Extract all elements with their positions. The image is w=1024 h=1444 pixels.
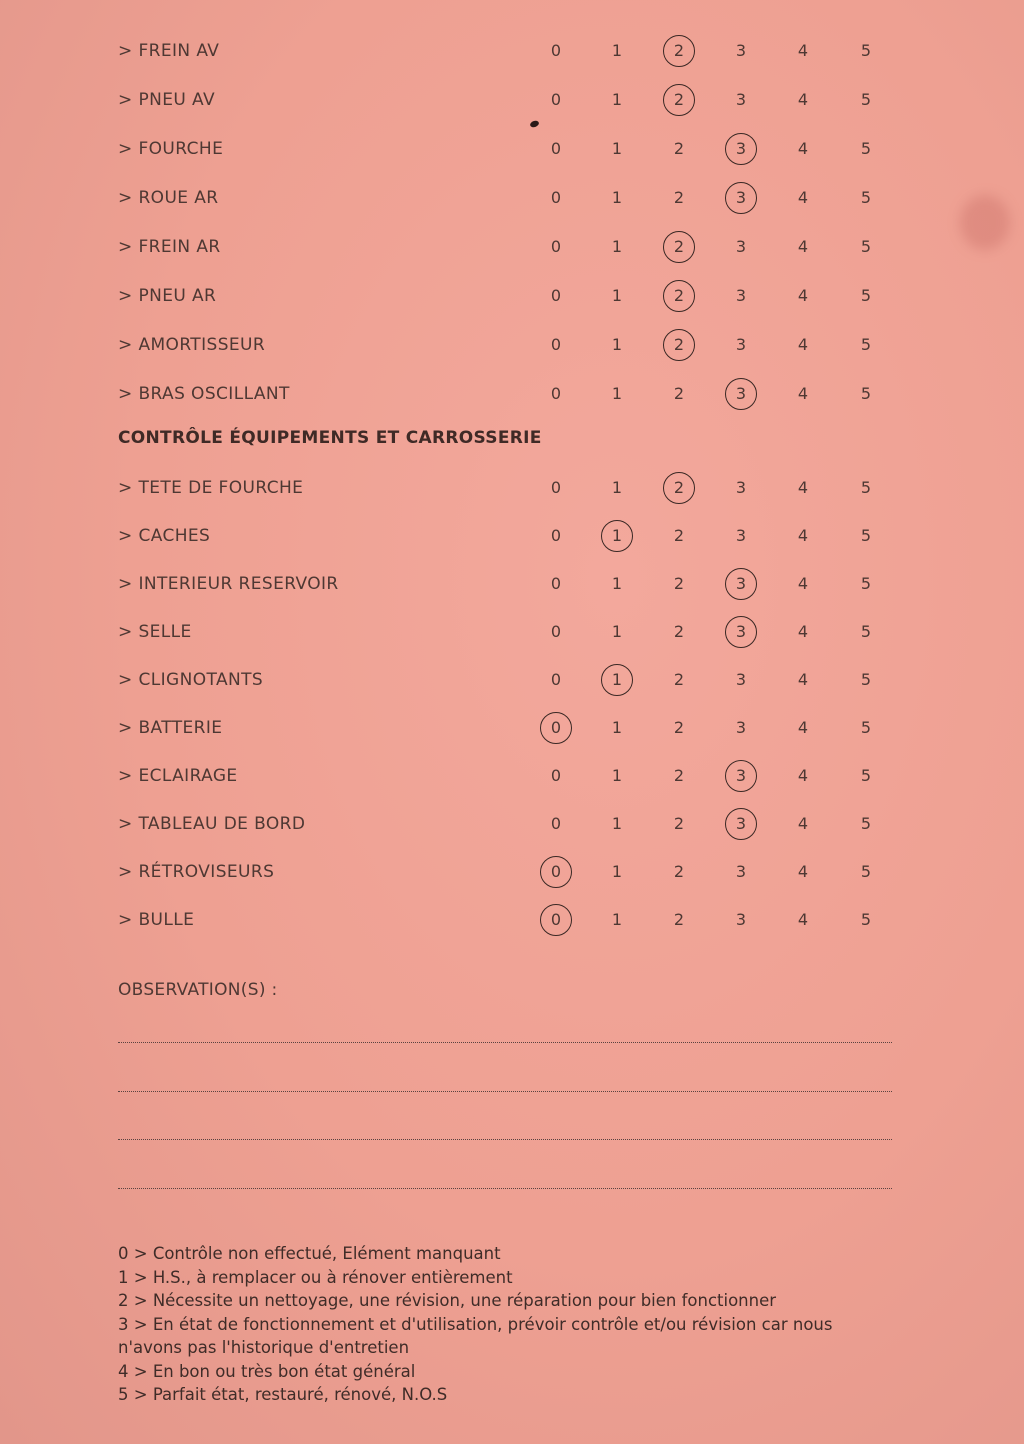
score-option[interactable]: 0 bbox=[550, 335, 562, 354]
score-option[interactable]: 3 bbox=[735, 237, 747, 256]
rating-row-label: > ROUE AR bbox=[118, 188, 219, 208]
rating-row-label: > CACHES bbox=[118, 526, 211, 546]
score-option-selected[interactable]: 3 bbox=[721, 756, 761, 796]
score-option[interactable]: 4 bbox=[797, 478, 809, 497]
rating-row-label: > BULLE bbox=[118, 910, 195, 930]
rating-row bbox=[0, 31, 1024, 71]
score-option[interactable]: 4 bbox=[797, 188, 809, 207]
score-option[interactable]: 1 bbox=[611, 188, 623, 207]
score-option[interactable]: 5 bbox=[860, 188, 872, 207]
score-option[interactable]: 4 bbox=[797, 90, 809, 109]
score-option[interactable]: 4 bbox=[797, 766, 809, 785]
rating-row-label: > FREIN AV bbox=[118, 41, 220, 61]
score-option[interactable]: 4 bbox=[797, 862, 809, 881]
score-option[interactable]: 3 bbox=[735, 910, 747, 929]
section-title: CONTRÔLE ÉQUIPEMENTS ET CARROSSERIE bbox=[118, 428, 542, 448]
score-option[interactable]: 2 bbox=[673, 862, 685, 881]
score-option[interactable]: 4 bbox=[797, 41, 809, 60]
score-option[interactable]: 0 bbox=[550, 188, 562, 207]
legend-item: 0 > Contrôle non effectué, Elément manquant bbox=[118, 1244, 501, 1263]
score-option[interactable]: 1 bbox=[611, 574, 623, 593]
score-option[interactable]: 4 bbox=[797, 237, 809, 256]
score-option[interactable]: 0 bbox=[550, 670, 562, 689]
score-option[interactable]: 5 bbox=[860, 139, 872, 158]
ink-speck bbox=[529, 120, 540, 129]
rating-row bbox=[0, 468, 1024, 508]
score-option[interactable]: 4 bbox=[797, 526, 809, 545]
rating-row bbox=[0, 80, 1024, 120]
score-option[interactable]: 1 bbox=[611, 335, 623, 354]
score-option[interactable]: 0 bbox=[550, 478, 562, 497]
legend-item: 2 > Nécessite un nettoyage, une révision, une réparation pour bien fonctionner bbox=[118, 1291, 777, 1310]
score-option[interactable]: 5 bbox=[860, 766, 872, 785]
observation-line[interactable] bbox=[118, 1188, 892, 1189]
score-option-selected[interactable]: 2 bbox=[659, 276, 699, 316]
score-option[interactable]: 0 bbox=[550, 384, 562, 403]
score-option[interactable]: 0 bbox=[550, 90, 562, 109]
observation-line[interactable] bbox=[118, 1139, 892, 1140]
rating-row-label: > FREIN AR bbox=[118, 237, 221, 257]
rating-row bbox=[0, 227, 1024, 267]
rating-row bbox=[0, 516, 1024, 556]
score-option[interactable]: 5 bbox=[860, 574, 872, 593]
rating-row-label: > AMORTISSEUR bbox=[118, 335, 266, 355]
legend-item: 4 > En bon ou très bon état général bbox=[118, 1361, 416, 1381]
score-option[interactable]: 5 bbox=[860, 718, 872, 737]
score-option[interactable]: 3 bbox=[735, 286, 747, 305]
score-option[interactable]: 2 bbox=[673, 718, 685, 737]
score-option[interactable]: 1 bbox=[611, 478, 623, 497]
score-option-selected[interactable]: 1 bbox=[597, 660, 637, 700]
score-option-selected[interactable]: 0 bbox=[536, 708, 576, 748]
score-option[interactable]: 1 bbox=[611, 718, 623, 737]
score-option[interactable]: 2 bbox=[673, 766, 685, 785]
score-option[interactable]: 3 bbox=[735, 478, 747, 497]
score-option[interactable]: 5 bbox=[860, 41, 872, 60]
score-option[interactable]: 4 bbox=[797, 139, 809, 158]
observation-line[interactable] bbox=[118, 1091, 892, 1092]
score-option[interactable]: 1 bbox=[611, 814, 623, 833]
rating-row-label: > PNEU AV bbox=[118, 90, 215, 110]
score-option[interactable]: 5 bbox=[860, 237, 872, 256]
score-option[interactable]: 3 bbox=[735, 670, 747, 689]
score-option[interactable]: 2 bbox=[673, 910, 685, 929]
score-option[interactable]: 1 bbox=[611, 286, 623, 305]
score-option[interactable]: 5 bbox=[860, 335, 872, 354]
score-option[interactable]: 5 bbox=[860, 384, 872, 403]
score-option[interactable]: 2 bbox=[673, 670, 685, 689]
rating-row-label: > SELLE bbox=[118, 622, 192, 642]
rating-row bbox=[0, 276, 1024, 316]
score-option-selected[interactable]: 3 bbox=[721, 612, 761, 652]
observations-label: OBSERVATION(S) : bbox=[118, 980, 278, 1000]
score-option[interactable]: 0 bbox=[550, 622, 562, 641]
score-option[interactable]: 4 bbox=[797, 814, 809, 833]
score-option[interactable]: 2 bbox=[673, 139, 685, 158]
score-option[interactable]: 1 bbox=[611, 910, 623, 929]
score-option[interactable]: 5 bbox=[860, 478, 872, 497]
rating-row bbox=[0, 708, 1024, 748]
score-option[interactable]: 4 bbox=[797, 670, 809, 689]
score-option-selected[interactable]: 1 bbox=[597, 516, 637, 556]
score-option[interactable]: 3 bbox=[735, 41, 747, 60]
rating-row bbox=[0, 374, 1024, 414]
score-option[interactable]: 3 bbox=[735, 90, 747, 109]
score-option[interactable]: 4 bbox=[797, 574, 809, 593]
score-option-selected[interactable]: 3 bbox=[721, 178, 761, 218]
legend-item: 5 > Parfait état, restauré, rénové, N.O.S bbox=[118, 1385, 448, 1404]
rating-row bbox=[0, 129, 1024, 169]
score-option-selected[interactable]: 3 bbox=[721, 374, 761, 414]
rating-row-label: > INTERIEUR RESERVOIR bbox=[118, 574, 339, 594]
score-option[interactable]: 1 bbox=[611, 766, 623, 785]
score-option[interactable]: 1 bbox=[611, 384, 623, 403]
legend-item: 1 > H.S., à remplacer ou à rénover entièrement bbox=[118, 1267, 513, 1287]
score-option[interactable]: 3 bbox=[735, 718, 747, 737]
score-option[interactable]: 0 bbox=[550, 41, 562, 60]
rating-row bbox=[0, 660, 1024, 700]
score-option[interactable]: 5 bbox=[860, 622, 872, 641]
score-option[interactable]: 4 bbox=[797, 718, 809, 737]
rating-row bbox=[0, 900, 1024, 940]
rating-row-label: > BATTERIE bbox=[118, 718, 223, 738]
rating-row-label: > CLIGNOTANTS bbox=[118, 670, 264, 690]
score-option[interactable]: 3 bbox=[735, 335, 747, 354]
score-option[interactable]: 5 bbox=[860, 286, 872, 305]
rating-row bbox=[0, 852, 1024, 892]
score-option[interactable]: 1 bbox=[611, 622, 623, 641]
rating-row-label: > TABLEAU DE BORD bbox=[118, 814, 306, 834]
score-option[interactable]: 0 bbox=[550, 526, 562, 545]
score-option[interactable]: 0 bbox=[550, 139, 562, 158]
score-option[interactable]: 1 bbox=[611, 237, 623, 256]
score-option[interactable]: 1 bbox=[611, 90, 623, 109]
score-option-selected[interactable]: 2 bbox=[659, 80, 699, 120]
rating-row-label: > ECLAIRAGE bbox=[118, 766, 238, 786]
score-option[interactable]: 1 bbox=[611, 139, 623, 158]
score-option[interactable]: 4 bbox=[797, 286, 809, 305]
score-option[interactable]: 5 bbox=[860, 814, 872, 833]
rating-row bbox=[0, 804, 1024, 844]
score-option-selected[interactable]: 0 bbox=[536, 852, 576, 892]
score-option[interactable]: 5 bbox=[860, 670, 872, 689]
score-option[interactable]: 1 bbox=[611, 862, 623, 881]
score-option-selected[interactable]: 3 bbox=[721, 564, 761, 604]
score-option[interactable]: 4 bbox=[797, 384, 809, 403]
score-option[interactable]: 4 bbox=[797, 622, 809, 641]
rating-row bbox=[0, 564, 1024, 604]
score-option[interactable]: 4 bbox=[797, 335, 809, 354]
score-option[interactable]: 0 bbox=[550, 237, 562, 256]
legend-item: 3 > En état de fonctionnement et d'utilisation, prévoir contrôle et/ou révision car nous n'avons pas l'historique d'entretien bbox=[118, 1314, 833, 1357]
score-option-selected[interactable]: 2 bbox=[659, 31, 699, 71]
rating-row-label: > FOURCHE bbox=[118, 139, 224, 159]
score-option[interactable]: 5 bbox=[860, 526, 872, 545]
score-option[interactable]: 2 bbox=[673, 622, 685, 641]
score-option[interactable]: 5 bbox=[860, 90, 872, 109]
score-option[interactable]: 5 bbox=[860, 910, 872, 929]
rating-row-label: > TETE DE FOURCHE bbox=[118, 478, 304, 498]
score-option[interactable]: 1 bbox=[611, 41, 623, 60]
score-option[interactable]: 0 bbox=[550, 766, 562, 785]
score-option[interactable]: 3 bbox=[735, 526, 747, 545]
score-option[interactable]: 2 bbox=[673, 384, 685, 403]
score-option-selected[interactable]: 2 bbox=[659, 227, 699, 267]
rating-row-label: > RÉTROVISEURS bbox=[118, 862, 275, 882]
rating-row-label: > PNEU AR bbox=[118, 286, 217, 306]
score-option[interactable]: 0 bbox=[550, 286, 562, 305]
score-option[interactable]: 2 bbox=[673, 814, 685, 833]
observation-line[interactable] bbox=[118, 1042, 892, 1043]
score-option[interactable]: 2 bbox=[673, 188, 685, 207]
score-option[interactable]: 0 bbox=[550, 814, 562, 833]
rating-row-label: > BRAS OSCILLANT bbox=[118, 384, 290, 404]
score-option-selected[interactable]: 2 bbox=[659, 468, 699, 508]
score-option-selected[interactable]: 3 bbox=[721, 804, 761, 844]
score-option[interactable]: 4 bbox=[797, 910, 809, 929]
rating-row bbox=[0, 178, 1024, 218]
legend bbox=[118, 1242, 898, 1407]
score-option[interactable]: 2 bbox=[673, 574, 685, 593]
score-option[interactable]: 2 bbox=[673, 526, 685, 545]
score-option-selected[interactable]: 2 bbox=[659, 325, 699, 365]
score-option[interactable]: 3 bbox=[735, 862, 747, 881]
score-option[interactable]: 5 bbox=[860, 862, 872, 881]
rating-row bbox=[0, 612, 1024, 652]
score-option-selected[interactable]: 3 bbox=[721, 129, 761, 169]
score-option[interactable]: 0 bbox=[550, 574, 562, 593]
rating-row bbox=[0, 325, 1024, 365]
score-option-selected[interactable]: 0 bbox=[536, 900, 576, 940]
rating-row bbox=[0, 756, 1024, 796]
